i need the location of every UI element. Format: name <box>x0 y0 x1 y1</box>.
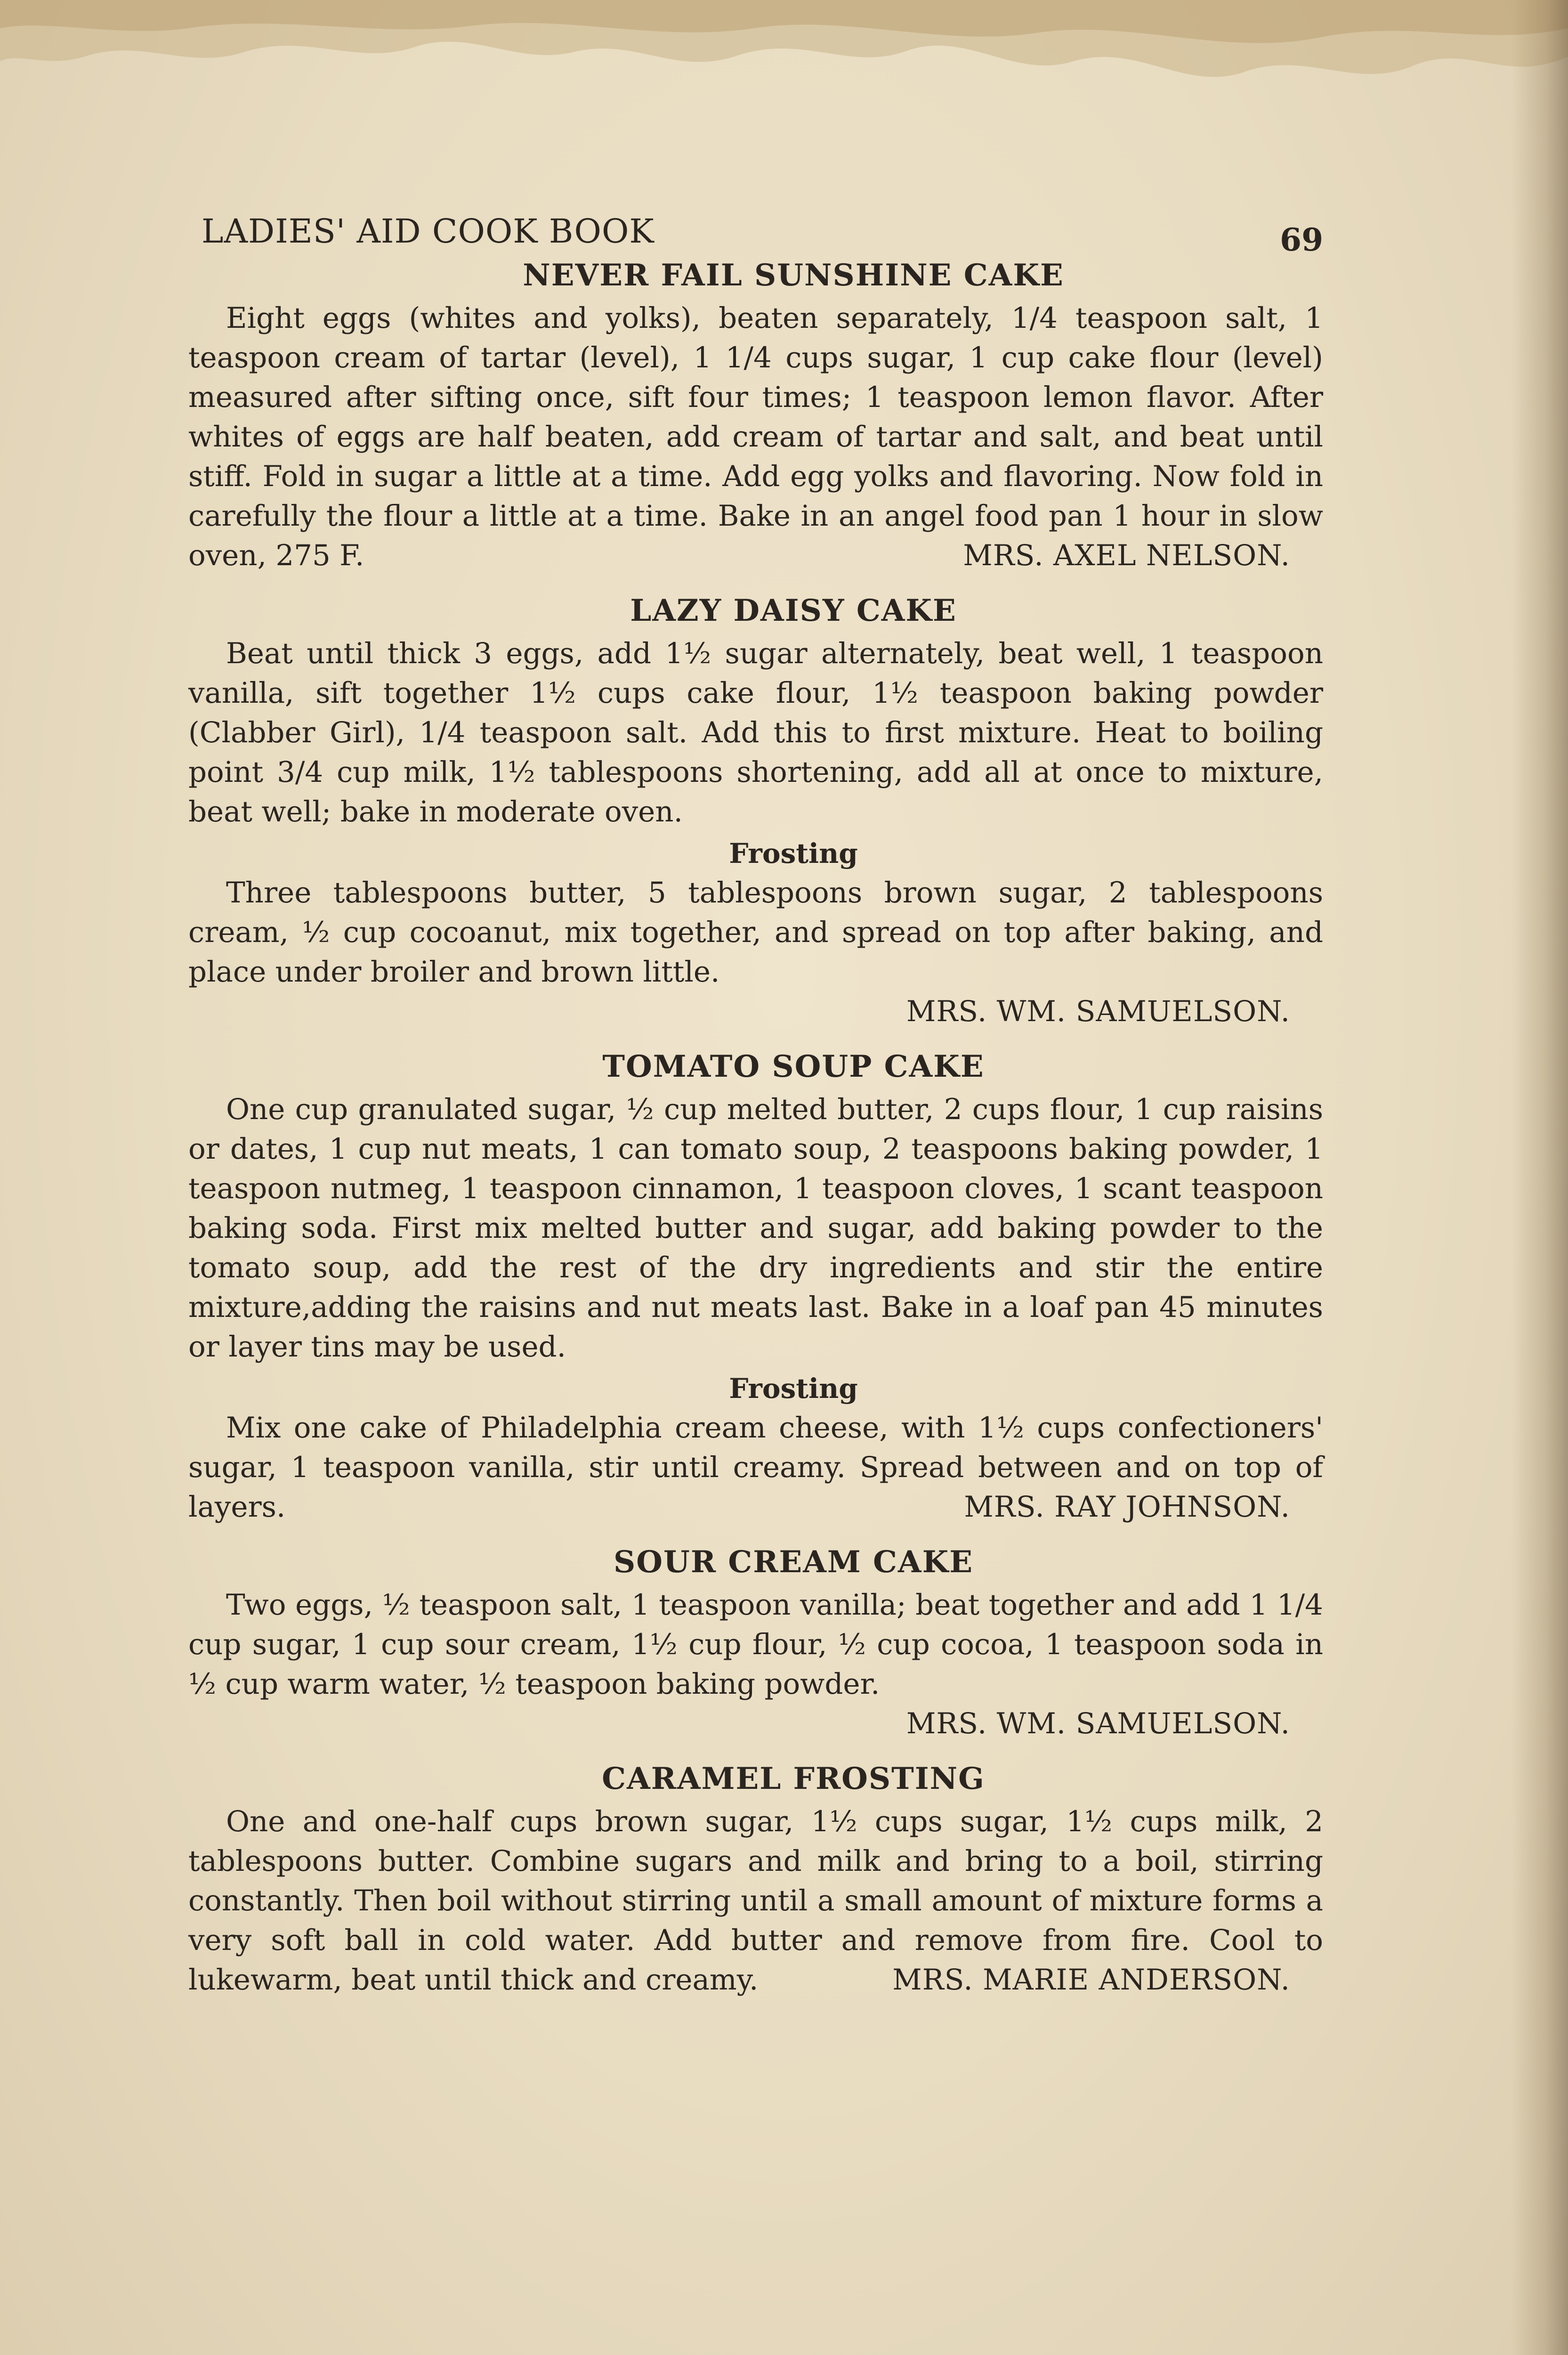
recipe-title: SOUR CREAM CAKE <box>614 1544 973 1580</box>
recipe-title: LAZY DAISY CAKE <box>630 593 957 628</box>
recipe-author: MRS. WM. SAMUELSON. <box>906 1707 1290 1740</box>
frosting-body: Three tablespoons butter, 5 tablespoons brown sugar, 2 tablespoons cream, ½ cup cocoanut, mix together, and spread on top after baking, and place under broiler and brown little. <box>188 876 1323 989</box>
recipe-lazy-daisy-cake <box>188 590 1323 1031</box>
recipe-author: MRS. RAY JOHNSON. <box>964 1490 1290 1524</box>
spacer <box>188 1031 1323 1046</box>
water-stain-top-edge <box>0 0 1568 141</box>
recipe-title: NEVER FAIL SUNSHINE CAKE <box>523 258 1064 293</box>
page-edge-shadow <box>1511 0 1568 2355</box>
recipe-text: Two eggs, ½ teaspoon salt, 1 teaspoon vanilla; beat together and add 1 1/4 cup sugar, 1 cup sour cream, 1½ cup flour, ½ cup cocoa, 1 teaspoon soda in ½ cup warm water, ½ teaspoon baking powder. <box>188 1588 1323 1701</box>
recipe-body: One cup granulated sugar, ½ cup melted butter, 2 cups flour, 1 cup raisins or dates, 1 cup nut meats, 1 can tomato soup, 2 teaspoons baking powder, 1 teaspoon nutmeg, 1 teaspoon cinnamon, 1 teaspoon cloves, 1 scant teaspoon baking soda. First mix melted butter and sugar, add baking powder to the tomato soup, add the rest of the dry ingredients and stir the entire mixture,adding the raisins and nut meats last. Bake in a loaf pan 45 minutes or layer tins may be used. <box>188 1093 1323 1364</box>
recipe-text: One and one-half cups brown sugar, 1½ cups sugar, 1½ cups milk, 2 tablespoons butter. Combine sugars and milk and bring to a boil, stirring constantly. Then boil without stirring until a small amount of mixture forms a very soft ball in cold water. Add butter and remove from fire. Cool to lukewarm, beat until thick and creamy. <box>188 1805 1323 1997</box>
book-title: LADIES' AID COOK BOOK <box>202 212 655 251</box>
recipe-title: CARAMEL FROSTING <box>602 1761 985 1796</box>
recipe-body: Beat until thick 3 eggs, add 1½ sugar alternately, beat well, 1 teaspoon vanilla, sift together 1½ cups cake flour, 1½ teaspoon baking powder (Clabber Girl), 1/4 teaspoon salt. Add this to first mixture. Heat to boiling point 3/4 cup milk, 1½ tablespoons shortening, add all at once to mixture, beat well; bake in moderate oven. <box>188 637 1323 828</box>
recipe-author: MRS. AXEL NELSON. <box>963 539 1290 572</box>
frosting-heading: Frosting <box>729 837 858 869</box>
recipe-body <box>188 1585 1323 1740</box>
running-header <box>188 203 1323 258</box>
recipe-sour-cream-cake <box>188 1541 1323 1744</box>
spacer <box>188 1527 1323 1541</box>
page-number: 69 <box>1280 221 1323 258</box>
recipe-author: MRS. MARIE ANDERSON. <box>892 1963 1290 1997</box>
recipe-body <box>188 299 1323 576</box>
recipe-title: TOMATO SOUP CAKE <box>602 1049 985 1084</box>
recipe-tomato-soup-cake <box>188 1046 1323 1527</box>
frosting-heading: Frosting <box>729 1372 858 1405</box>
page-content <box>188 203 1323 2000</box>
recipe-author: MRS. WM. SAMUELSON. <box>906 995 1290 1028</box>
spacer <box>188 1744 1323 1758</box>
spacer <box>188 576 1323 590</box>
recipe-body <box>188 1802 1323 2000</box>
recipe-never-fail-sunshine-cake <box>188 254 1323 576</box>
frosting-text: Mix one cake of Philadelphia cream cheese, with 1½ cups confectioners' sugar, 1 teaspoon vanilla, stir until creamy. Spread between and on top of layers. <box>188 1411 1323 1524</box>
frosting-body <box>188 1408 1323 1527</box>
recipe-caramel-frosting <box>188 1758 1323 2000</box>
recipe-text: Eight eggs (whites and yolks), beaten separately, 1/4 teaspoon salt, 1 teaspoon cream of tartar (level), 1 1/4 cups sugar, 1 cup cake flour (level) measured after sifting once, sift four times; 1 teaspoon lemon flavor. After whites of eggs are half beaten, add cream of tartar and salt, and beat until stiff. Fold in sugar a little at a time. Add egg yolks and flavoring. Now fold in carefully the flour a little at a time. Bake in an angel food pan 1 hour in slow oven, 275 F. <box>188 301 1323 572</box>
